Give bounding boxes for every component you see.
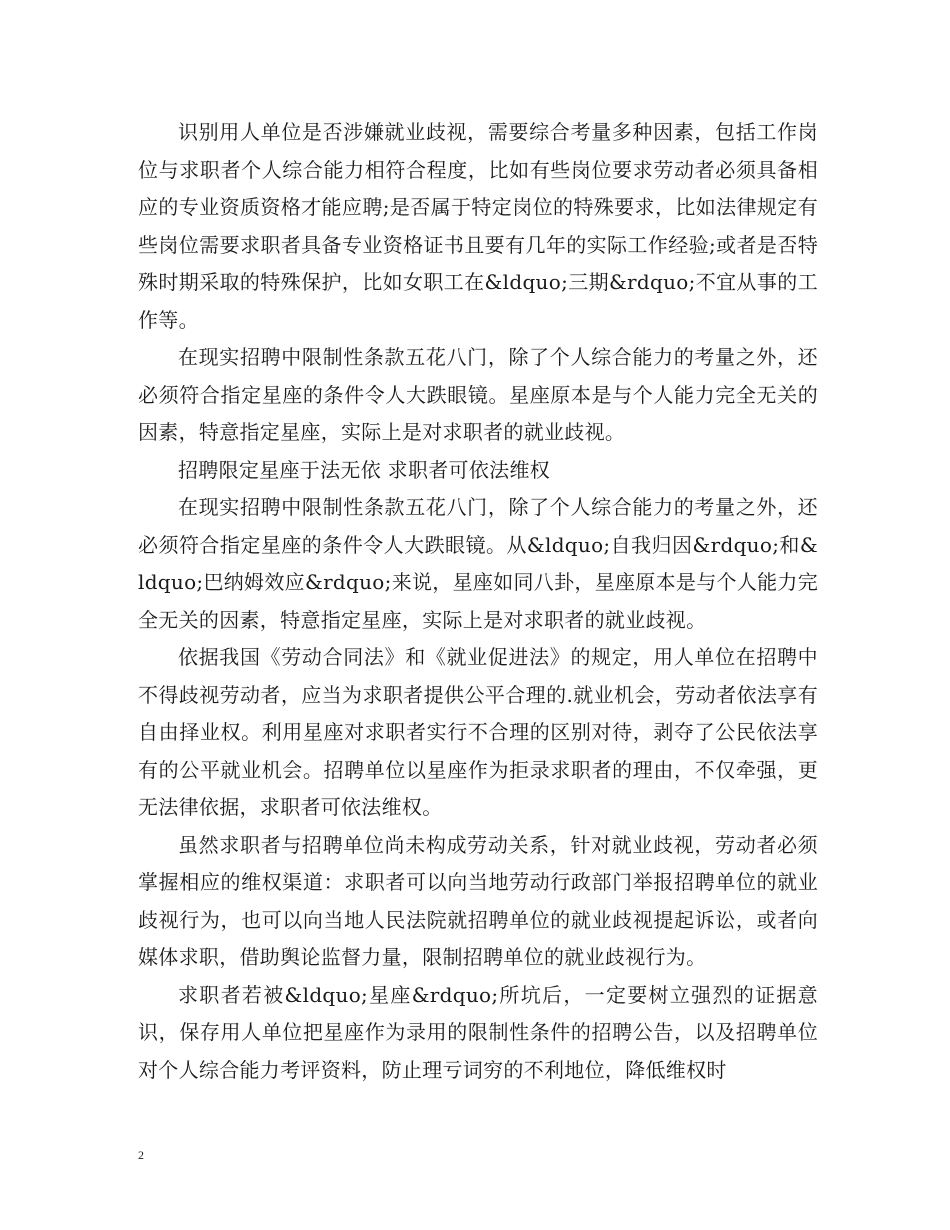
paragraph-labor-law: 依据我国《劳动合同法》和《就业促进法》的规定，用人单位在招聘中不得歧视劳动者，应当为求职者提供公平合理的.就业机会，劳动者依法享有自由择业权。利用星座对求职者实行不合理的区别对待，剥夺了公民依法享有的公平就业机会。招聘单位以星座作为拒录求职者的理由，不仅牵强，更无法律依据，求职者可依法维权。 bbox=[138, 645, 818, 819]
paragraph-zodiac-barnum-effect: 在现实招聘中限制性条款五花八门，除了个人综合能力的考量之外，还必须符合指定星座的条件令人大跌眼镜。从&ldquo;自我归因&rdquo;和&ldquo;巴纳姆效应&rdquo;来说，星座如同八卦，星座原本是与个人能力完全无关的因素，特意指定星座，实际上是对求职者的就业歧视。 bbox=[138, 495, 818, 632]
page-number: 2 bbox=[138, 1148, 144, 1162]
paragraph-rights-channels: 虽然求职者与招聘单位尚未构成劳动关系，针对就业歧视，劳动者必须掌握相应的维权渠道：求职者可以向当地劳动行政部门举报招聘单位的就业歧视行为，也可以向当地人民法院就招聘单位的就业歧视提起诉讼，或者向媒体求职，借助舆论监督力量，限制招聘单位的就业歧视行为。 bbox=[138, 832, 818, 969]
paragraph-evidence-awareness: 求职者若被&ldquo;星座&rdquo;所坑后，一定要树立强烈的证据意识，保存用人单位把星座作为录用的限制性条件的招聘公告，以及招聘单位对个人综合能力考评资料，防止理亏词穷的不利地位，降低维权时 bbox=[138, 982, 818, 1082]
section-heading: 招聘限定星座于法无依 求职者可依法维权 bbox=[178, 457, 551, 482]
paragraph-employment-discrimination-factors: 识别用人单位是否涉嫌就业歧视，需要综合考量多种因素，包括工作岗位与求职者个人综合能力相符合程度，比如有些岗位要求劳动者必须具备相应的专业资质资格才能应聘;是否属于特定岗位的特殊要求，比如法律规定有些岗位需要求职者具备专业资格证书且要有几年的实际工作经验;或者是否特殊时期采取的特殊保护，比如女职工在&ldquo;三期&rdquo;不宜从事的工作等。 bbox=[138, 120, 818, 332]
document-body bbox=[138, 114, 818, 1089]
paragraph-zodiac-restriction: 在现实招聘中限制性条款五花八门，除了个人综合能力的考量之外，还必须符合指定星座的条件令人大跌眼镜。星座原本是与个人能力完全无关的因素，特意指定星座，实际上是对求职者的就业歧视。 bbox=[138, 345, 818, 444]
